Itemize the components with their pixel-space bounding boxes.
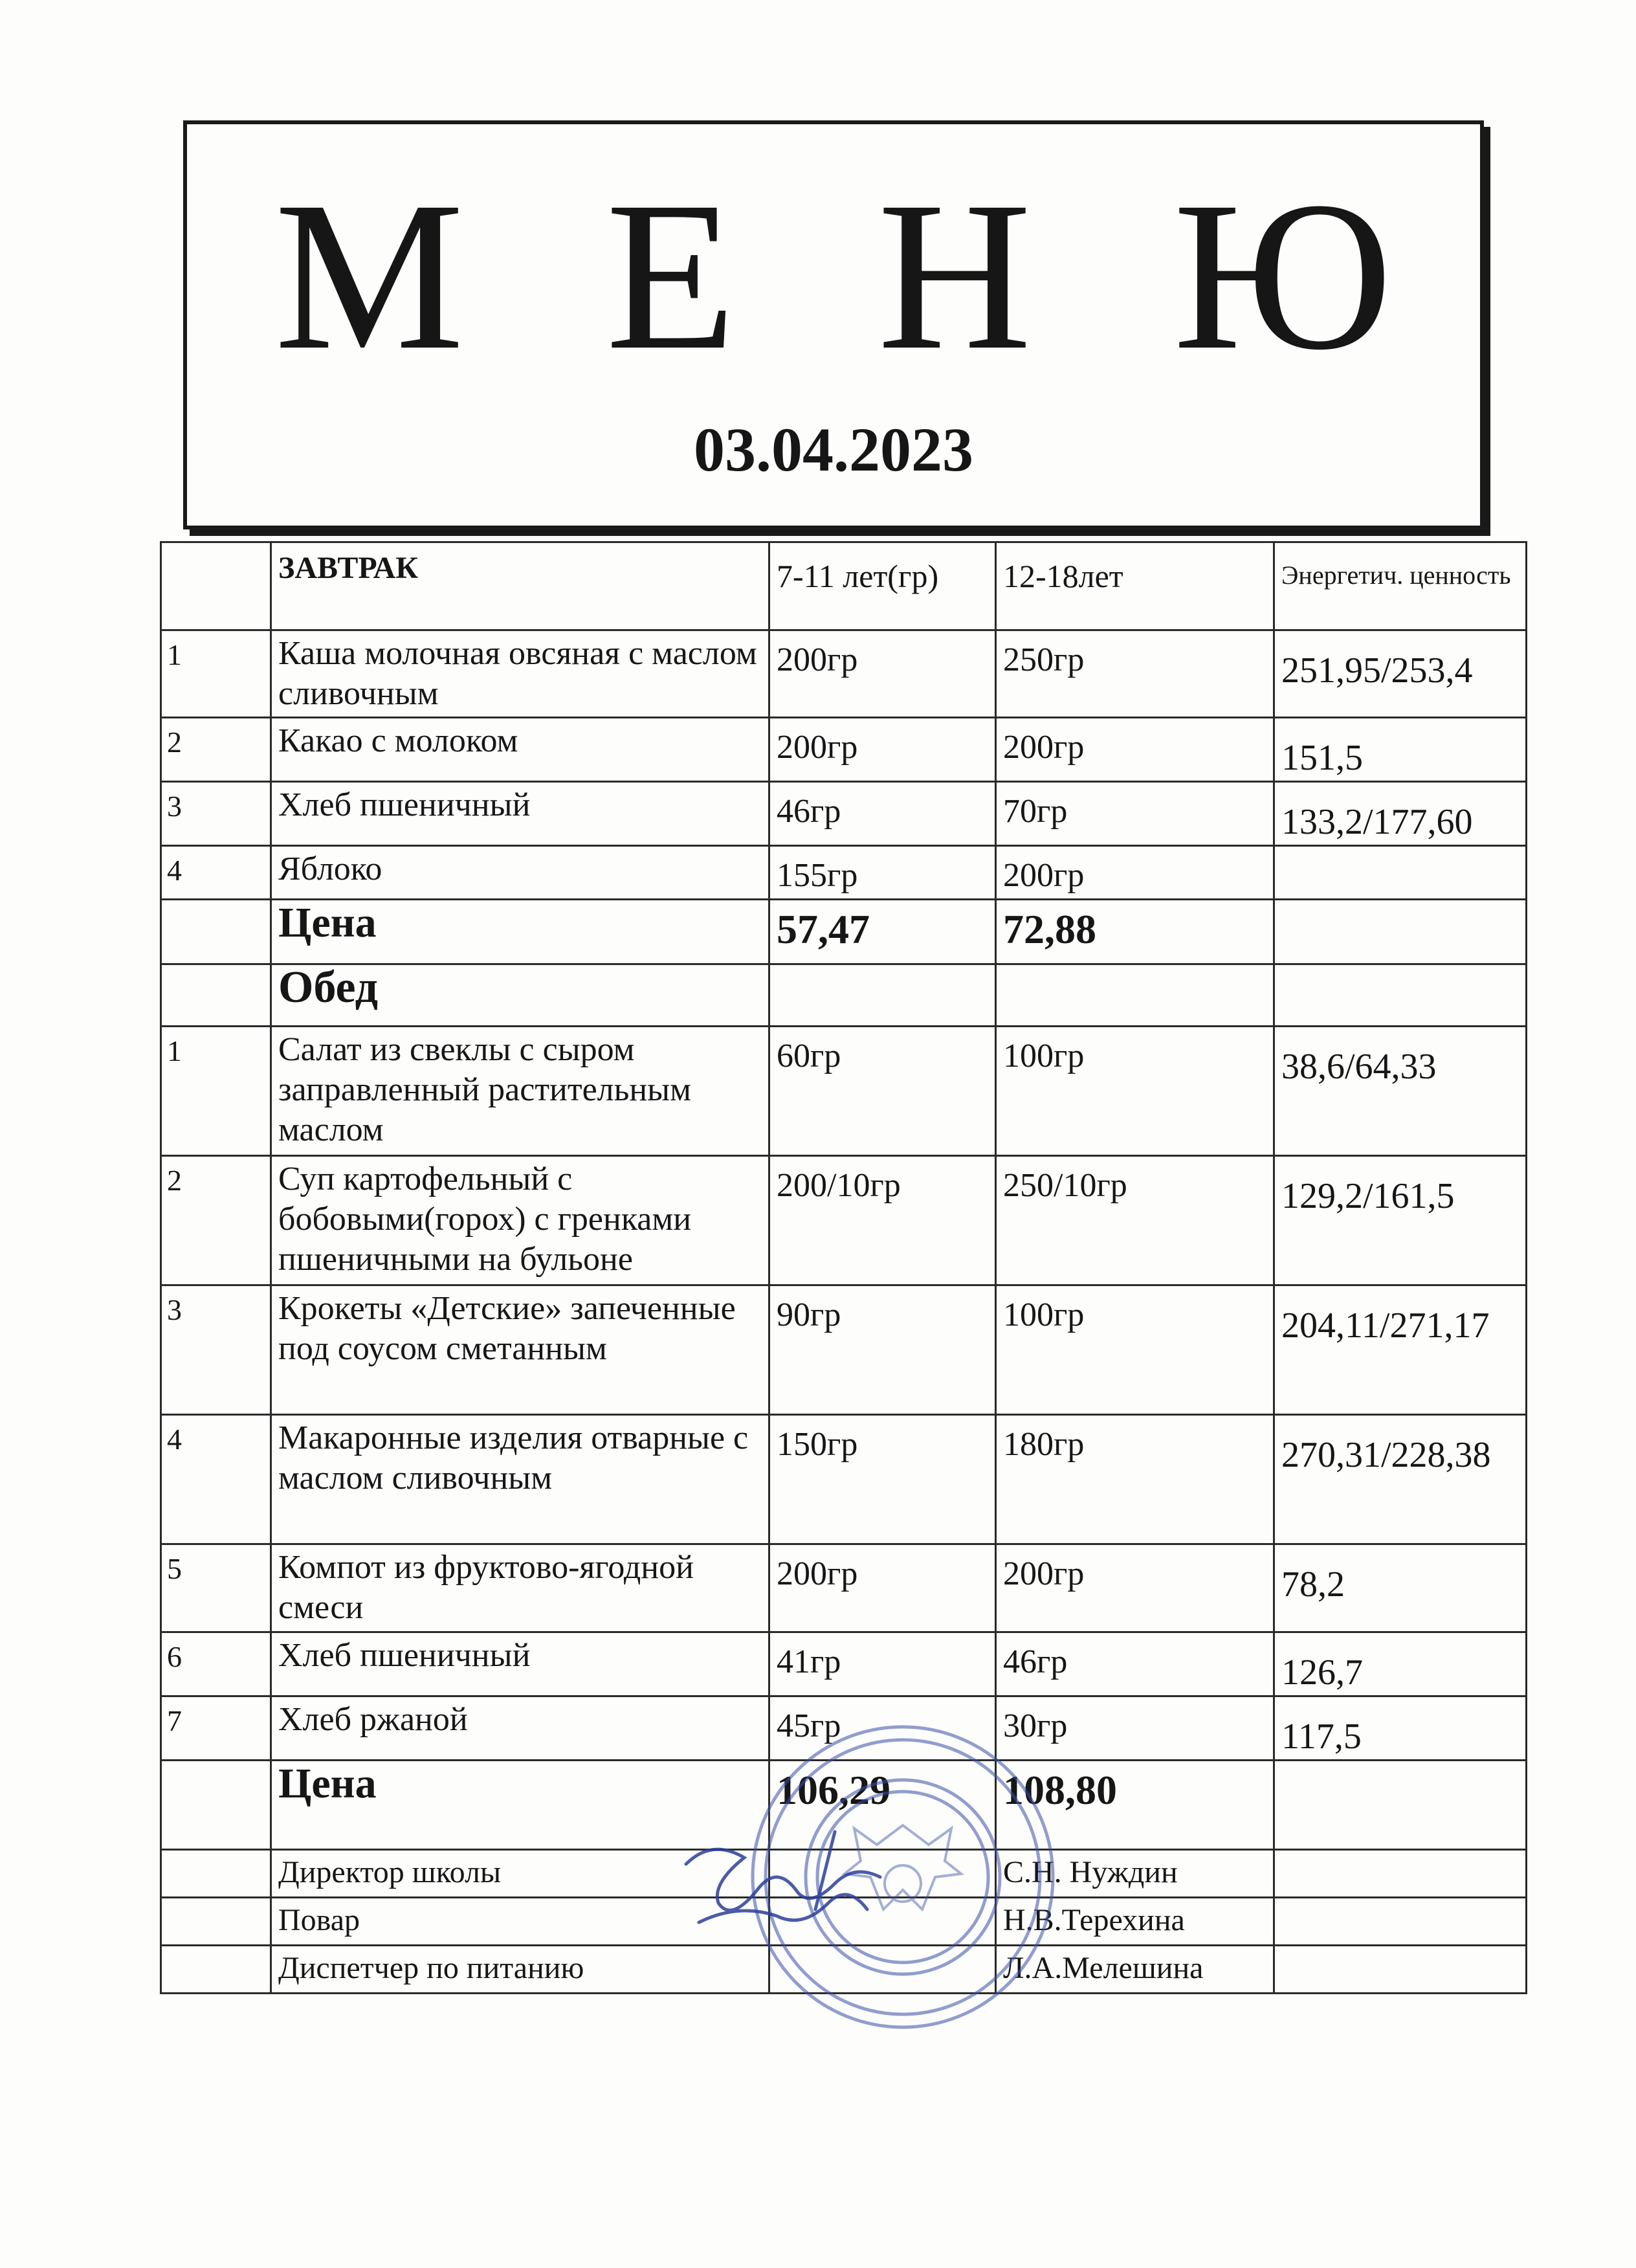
empty-cell [1274, 1946, 1527, 1994]
energy-value [1274, 846, 1527, 900]
portion-7-11: 45гр [769, 1696, 996, 1761]
portion-12-18: 200гр [996, 1544, 1274, 1632]
empty-cell [161, 1946, 271, 1994]
row-number: 1 [161, 1027, 271, 1156]
breakfast-price-12-18: 72,88 [996, 900, 1274, 964]
empty-cell [161, 1898, 271, 1946]
portion-12-18: 100гр [996, 1027, 1274, 1156]
empty-cell [1274, 900, 1527, 964]
signature-role: Повар [271, 1898, 769, 1946]
empty-cell [769, 1850, 996, 1898]
dish-name: Какао с молоком [271, 718, 769, 782]
breakfast-price-7-11: 57,47 [769, 900, 996, 964]
signature-row [161, 1946, 1527, 1994]
portion-12-18: 46гр [996, 1632, 1274, 1696]
portion-12-18: 180гр [996, 1415, 1274, 1544]
lunch-title: Обед [271, 964, 769, 1027]
row-number: 7 [161, 1696, 271, 1761]
energy-value: 133,2/177,60 [1274, 782, 1527, 846]
table-row [161, 846, 1527, 900]
signature-row [161, 1898, 1527, 1946]
table-row [161, 718, 1527, 782]
row-number: 2 [161, 1156, 271, 1285]
portion-12-18: 70гр [996, 782, 1274, 846]
table-row [161, 782, 1527, 846]
empty-cell [769, 1898, 996, 1946]
dish-name: Компот из фруктово-ягодной смеси [271, 1544, 769, 1632]
column-header-energy: Энергетич. ценность [1274, 542, 1527, 630]
empty-cell [161, 1761, 271, 1850]
energy-value: 78,2 [1274, 1544, 1527, 1632]
column-header-7-11: 7-11 лет(гр) [769, 542, 996, 630]
table-row [161, 1027, 1527, 1156]
signature-name: Л.А.Мелешина [996, 1946, 1274, 1994]
row-number: 2 [161, 718, 271, 782]
table-row [161, 1696, 1527, 1761]
portion-12-18: 250/10гр [996, 1156, 1274, 1285]
empty-cell [1274, 964, 1527, 1027]
lunch-price-label: Цена [271, 1761, 769, 1850]
empty-cell [1274, 1898, 1527, 1946]
dish-name: Хлеб ржаной [271, 1696, 769, 1761]
energy-value: 270,31/228,38 [1274, 1415, 1527, 1544]
portion-7-11: 41гр [769, 1632, 996, 1696]
dish-name: Каша молочная овсяная с маслом сливочным [271, 630, 769, 718]
portion-12-18: 30гр [996, 1696, 1274, 1761]
row-number: 4 [161, 846, 271, 900]
portion-7-11: 155гр [769, 846, 996, 900]
row-number: 3 [161, 782, 271, 846]
empty-cell [1274, 1850, 1527, 1898]
dish-name: Салат из свеклы с сыром заправленный растительным маслом [271, 1027, 769, 1156]
signature-row [161, 1850, 1527, 1898]
lunch-price-12-18: 108,80 [996, 1761, 1274, 1850]
portion-7-11: 60гр [769, 1027, 996, 1156]
dish-name: Суп картофельный с бобовыми(горох) с гренками пшеничными на бульоне [271, 1156, 769, 1285]
empty-cell [161, 964, 271, 1027]
empty-cell [161, 900, 271, 964]
empty-cell [996, 964, 1274, 1027]
empty-cell [1274, 1761, 1527, 1850]
section-row [161, 964, 1527, 1027]
table-row [161, 1632, 1527, 1696]
signature-name: Н.В.Терехина [996, 1898, 1274, 1946]
row-number: 5 [161, 1544, 271, 1632]
energy-value: 126,7 [1274, 1632, 1527, 1696]
energy-value: 38,6/64,33 [1274, 1027, 1527, 1156]
empty-cell [161, 1850, 271, 1898]
empty-cell [769, 1946, 996, 1994]
table-row [161, 630, 1527, 718]
portion-7-11: 200гр [769, 718, 996, 782]
menu-title: М Е Н Ю [274, 158, 1437, 394]
signature-role: Директор школы [271, 1850, 769, 1898]
dish-name: Хлеб пшеничный [271, 1632, 769, 1696]
dish-name: Яблоко [271, 846, 769, 900]
row-number: 4 [161, 1415, 271, 1544]
dish-name: Хлеб пшеничный [271, 782, 769, 846]
row-number: 3 [161, 1285, 271, 1415]
energy-value: 151,5 [1274, 718, 1527, 782]
row-number: 1 [161, 630, 271, 718]
dish-name: Макаронные изделия отварные с маслом сливочным [271, 1415, 769, 1544]
table-row [161, 1285, 1527, 1415]
dish-name: Крокеты «Детские» запеченные под соусом сметанным [271, 1285, 769, 1415]
energy-value: 251,95/253,4 [1274, 630, 1527, 718]
price-row [161, 900, 1527, 964]
portion-12-18: 200гр [996, 718, 1274, 782]
column-header-12-18: 12-18лет [996, 542, 1274, 630]
table-row [161, 1415, 1527, 1544]
portion-12-18: 250гр [996, 630, 1274, 718]
row-number: 6 [161, 1632, 271, 1696]
table-header-row [161, 542, 1527, 630]
lunch-price-7-11: 106,29 [769, 1761, 996, 1850]
menu-date: 03.04.2023 [694, 415, 973, 484]
portion-7-11: 200/10гр [769, 1156, 996, 1285]
energy-value: 117,5 [1274, 1696, 1527, 1761]
portion-7-11: 150гр [769, 1415, 996, 1544]
table-row [161, 1156, 1527, 1285]
empty-cell [769, 964, 996, 1027]
breakfast-price-label: Цена [271, 900, 769, 964]
menu-title-box [183, 120, 1484, 529]
portion-7-11: 90гр [769, 1285, 996, 1415]
portion-12-18: 100гр [996, 1285, 1274, 1415]
portion-7-11: 200гр [769, 1544, 996, 1632]
energy-value: 129,2/161,5 [1274, 1156, 1527, 1285]
breakfast-header: ЗАВТРАК [271, 542, 769, 630]
signature-name: С.Н. Нуждин [996, 1850, 1274, 1898]
portion-7-11: 46гр [769, 782, 996, 846]
portion-12-18: 200гр [996, 846, 1274, 900]
price-row [161, 1761, 1527, 1850]
menu-table [160, 541, 1527, 1994]
signature-role: Диспетчер по питанию [271, 1946, 769, 1994]
portion-7-11: 200гр [769, 630, 996, 718]
header-num-cell [161, 542, 271, 630]
energy-value: 204,11/271,17 [1274, 1285, 1527, 1415]
table-row [161, 1544, 1527, 1632]
